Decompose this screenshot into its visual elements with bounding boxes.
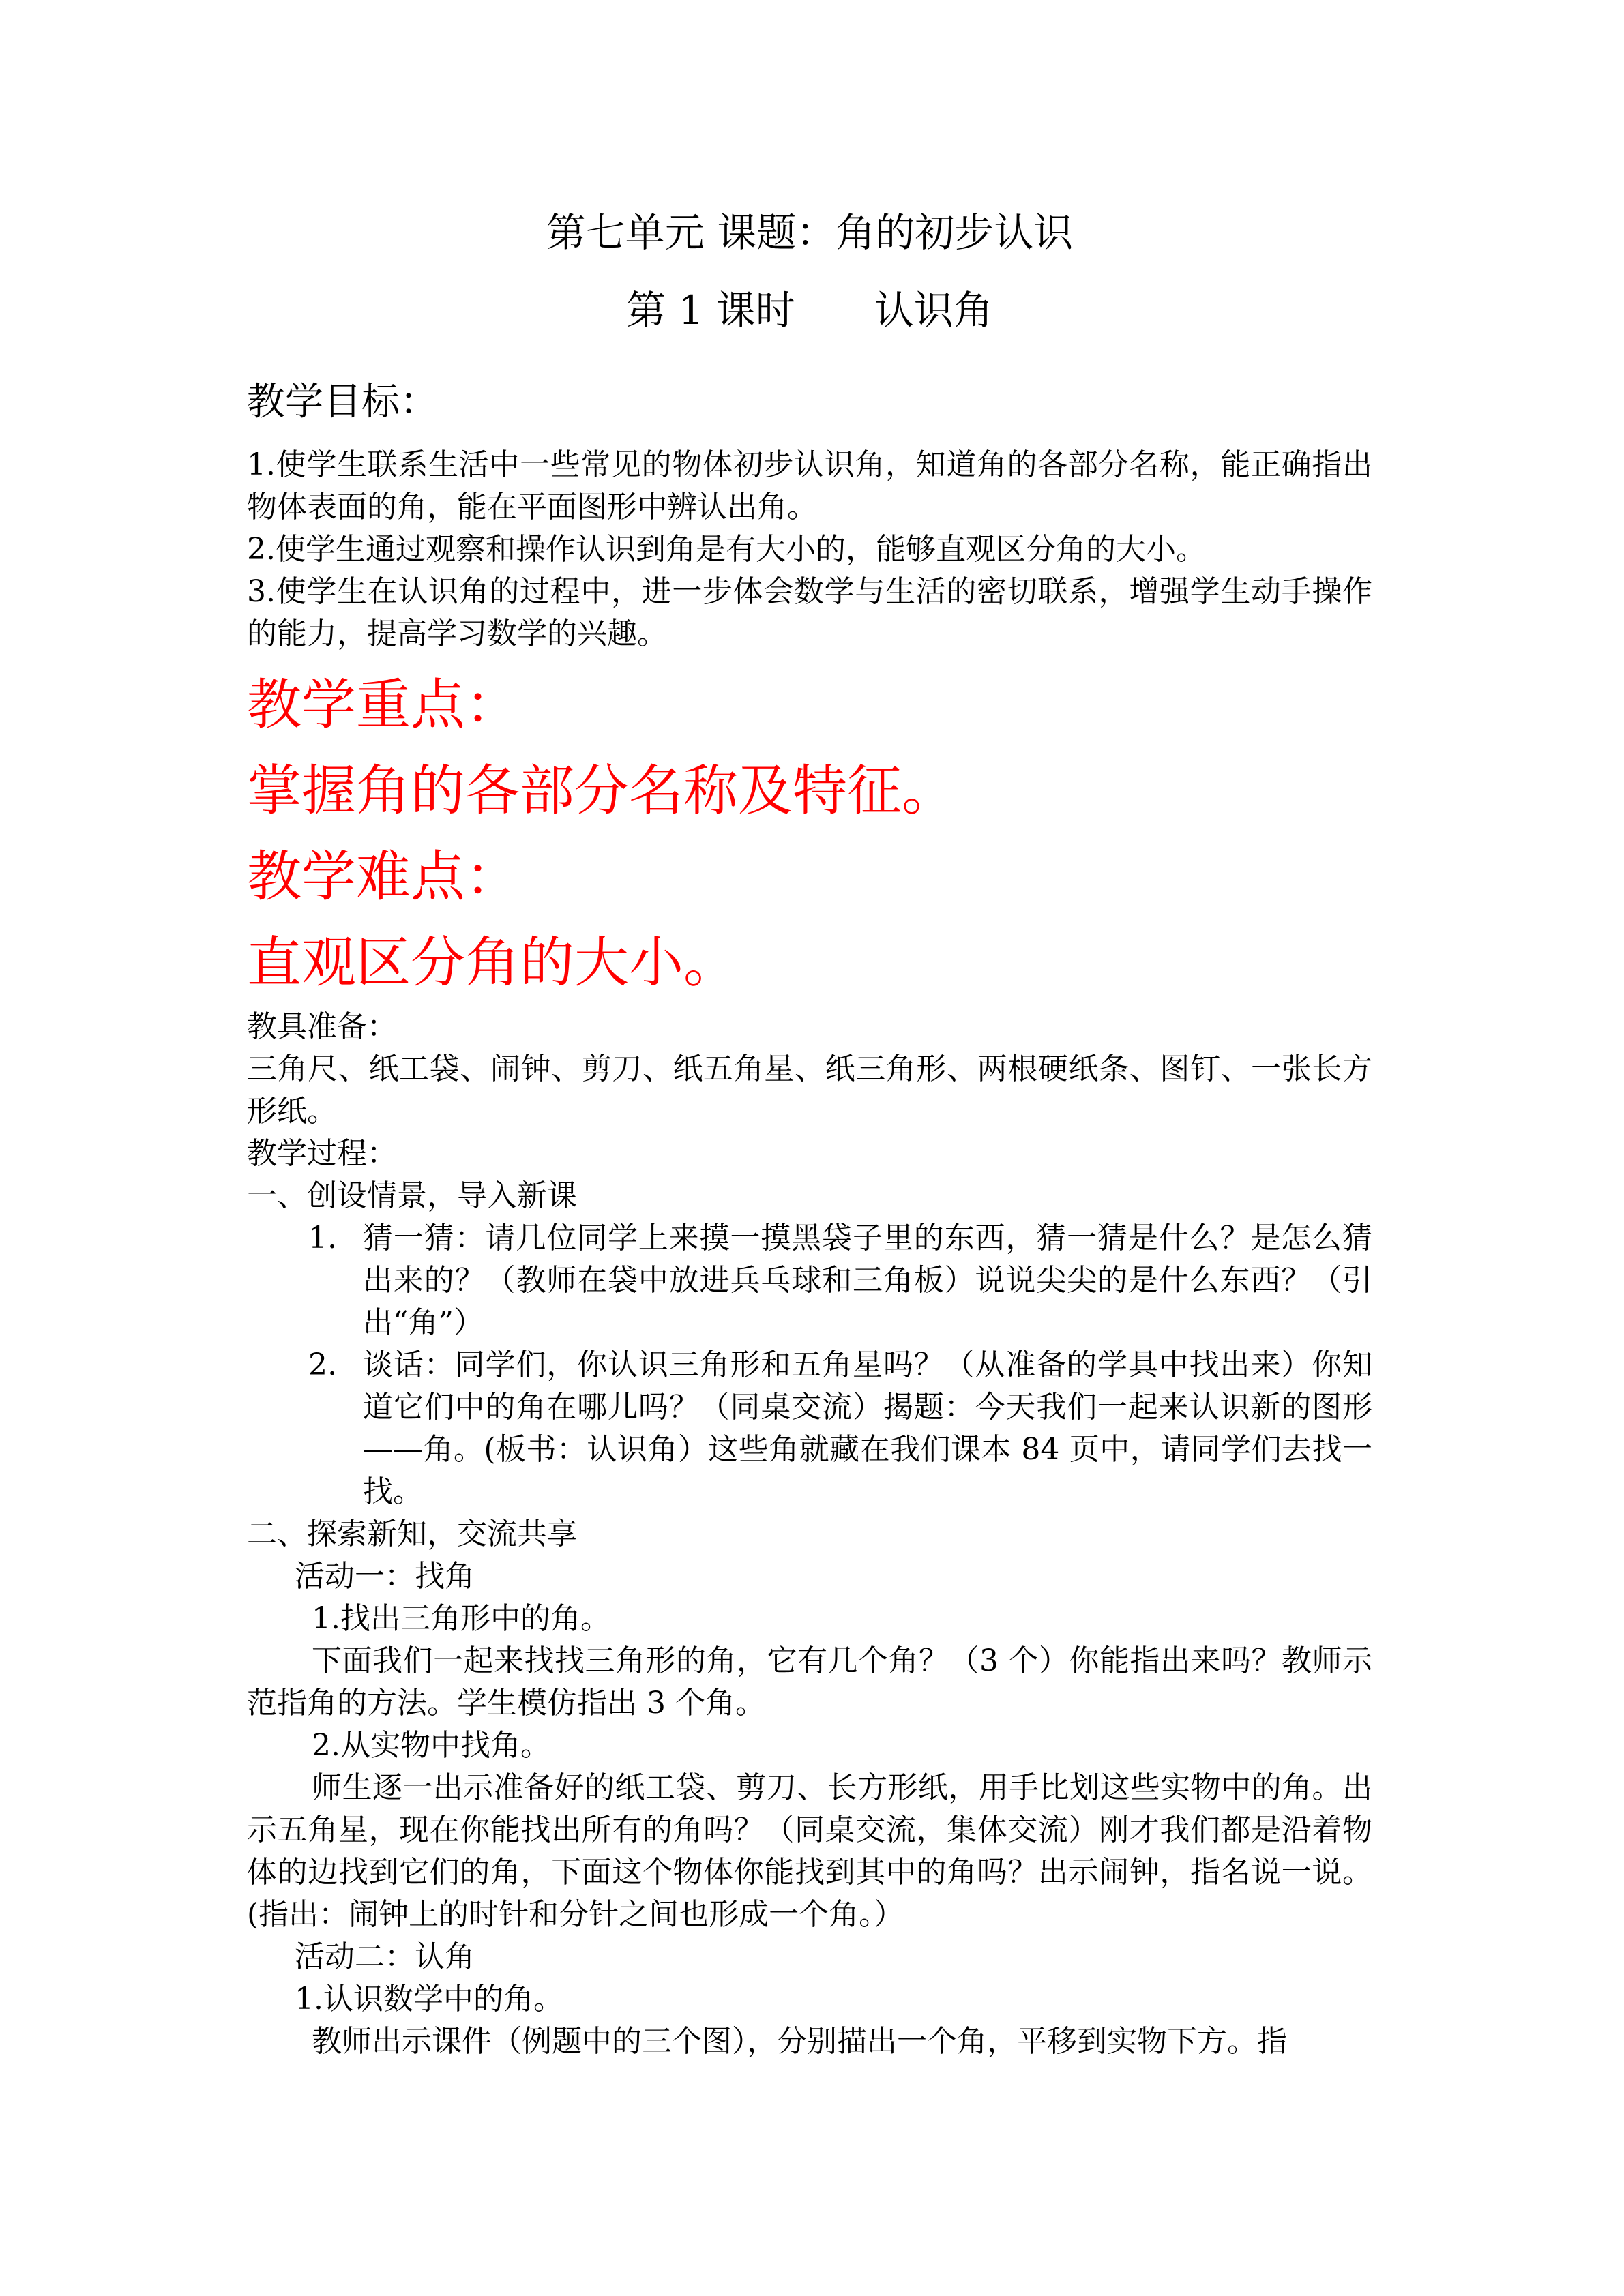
activity-2-sub-1: 1.认识数学中的角。 xyxy=(295,1982,563,2017)
list-item-number: 2. xyxy=(308,1347,337,1383)
document-title: 第七单元 课题：角的初步认识 xyxy=(546,209,1074,256)
list-item-text: 谈话：同学们，你认识三角形和五角星吗？（从准备的学具中找出来）你知道它们中的角在哪儿吗？（同桌交流）揭题：今天我们一起来认识新的图形——角。(板书：认识角）这些角就藏在我们课本 84 页中，请同学们去找一找。 xyxy=(363,1347,1372,1510)
list-item xyxy=(247,1344,1372,1513)
section-1-title: 一、创设情景，导入新课 xyxy=(247,1178,577,1214)
goal-item-2: 2.使学生通过观察和操作认识到角是有大小的，能够直观区分角的大小。 xyxy=(247,532,1206,567)
activity-1-paragraph-2: 师生逐一出示准备好的纸工袋、剪刀、长方形纸，用手比划这些实物中的角。出示五角星，现在你能找出所有的角吗？（同桌交流，集体交流）刚才我们都是沿着物体的边找到它们的角，下面这个物体你能找到其中的角吗？出示闹钟，指名说一说。(指出：闹钟上的时针和分针之间也形成一个角。） xyxy=(247,1770,1372,1933)
key-point-text: 掌握角的各部分名称及特征。 xyxy=(247,759,956,823)
activity-2-paragraph-1: 教师出示课件（例题中的三个图），分别描出一个角，平移到实物下方。指 xyxy=(312,2024,1287,2059)
section-2-title: 二、探索新知，交流共享 xyxy=(247,1517,577,1552)
goals-heading: 教学目标： xyxy=(247,380,438,424)
activity-1-sub-2: 2.从实物中找角。 xyxy=(312,1728,550,1763)
activity-1-paragraph-1: 下面我们一起来找找三角形的角，它有几个角？（3 个）你能指出来吗？教师示范指角的方法。学生模仿指出 3 个角。 xyxy=(247,1643,1372,1721)
lesson-subtitle: 第 1 课时 认识角 xyxy=(626,287,993,333)
activity-1-sub-1: 1.找出三角形中的角。 xyxy=(312,1601,610,1637)
list-item-number: 1. xyxy=(308,1221,337,1256)
document-content xyxy=(247,205,1372,2063)
key-point-heading: 教学重点： xyxy=(247,673,520,737)
activity-1-title: 活动一：找角 xyxy=(295,1559,475,1594)
goal-item-3: 3.使学生在认识角的过程中，进一步体会数学与生活的密切联系，增强学生动手操作的能力，提高学习数学的兴趣。 xyxy=(247,574,1372,652)
section-1-steps xyxy=(247,1217,1372,1513)
list-item xyxy=(247,1217,1372,1344)
tools-heading: 教具准备： xyxy=(247,1009,397,1045)
tools-text: 三角尺、纸工袋、闹钟、剪刀、纸五角星、纸三角形、两根硬纸条、图钉、一张长方形纸。 xyxy=(247,1052,1372,1129)
difficulty-heading: 教学难点： xyxy=(247,845,520,909)
goal-item-1: 1.使学生联系生活中一些常见的物体初步认识角，知道角的各部分名称，能正确指出物体表面的角，能在平面图形中辨认出角。 xyxy=(247,447,1372,525)
activity-2-title: 活动二：认角 xyxy=(295,1939,475,1975)
list-item-text: 猜一猜：请几位同学上来摸一摸黑袋子里的东西，猜一猜是什么？是怎么猜出来的？（教师在袋中放进兵乓球和三角板）说说尖尖的是什么东西？（引出“角”） xyxy=(363,1221,1372,1341)
difficulty-text: 直观区分角的大小。 xyxy=(247,931,738,995)
process-heading: 教学过程： xyxy=(247,1136,397,1172)
